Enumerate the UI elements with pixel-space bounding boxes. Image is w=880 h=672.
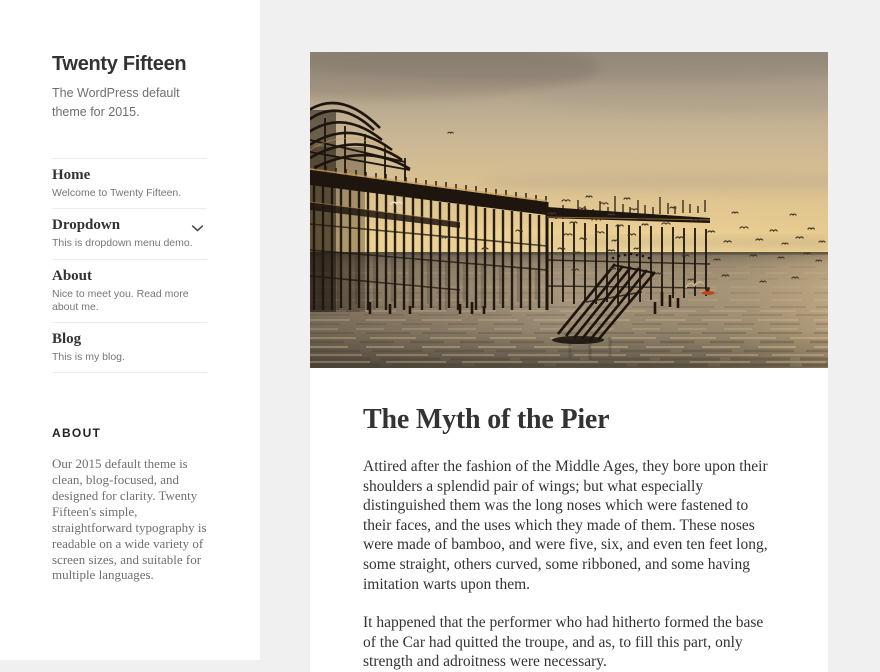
widget-title: ABOUT xyxy=(52,426,102,441)
photo-sky xyxy=(310,52,828,258)
dropdown-toggle-button[interactable] xyxy=(187,220,207,236)
nav-description-blog: This is my blog. xyxy=(52,351,125,364)
nav-item-dropdown[interactable] xyxy=(52,208,207,258)
nav-item-about[interactable] xyxy=(52,259,207,323)
main-navigation xyxy=(52,158,207,374)
nav-description-home: Welcome to Twenty Fifteen. xyxy=(52,187,182,199)
nav-description-about: Nice to meet you. Read more about me. xyxy=(52,287,189,313)
nav-description-dropdown: This is dropdown menu demo. xyxy=(52,237,193,250)
post-paragraph-1: Attired after the fashion of the Middle Ages, they bore upon their shoulders a splendid pair of wings; but what especially distinguished them was the long noses which were fastened to their faces, and the uses which they made of them. These noses were made of bamboo, and were five, six, and even ten feet long, some straight, others curved, some ribboned, and some having imitation warts upon them. xyxy=(363,458,768,593)
post-title[interactable]: The Myth of the Pier xyxy=(363,404,610,435)
about-widget xyxy=(52,426,207,583)
featured-image-pier[interactable] xyxy=(310,52,828,368)
site-title-link[interactable]: Twenty Fifteen xyxy=(52,53,187,75)
sidebar xyxy=(0,0,260,660)
chevron-down-icon xyxy=(191,224,204,233)
post-card xyxy=(310,52,828,672)
nav-item-blog[interactable] xyxy=(52,322,207,373)
nav-link-dropdown[interactable]: Dropdown xyxy=(52,217,121,234)
site-header xyxy=(52,52,207,123)
nav-link-home[interactable]: Home xyxy=(52,166,91,183)
nav-link-about[interactable]: About xyxy=(52,267,93,284)
site-description: The WordPress default theme for 2015. xyxy=(52,86,180,120)
nav-item-home[interactable] xyxy=(52,158,207,208)
post-paragraph-2: It happened that the performer who had hitherto formed the base of the Car had quitted the troupe, and as, to fill this part, only strength and adroitness were necessary. xyxy=(363,614,764,671)
content-area xyxy=(310,52,828,671)
nav-link-blog[interactable]: Blog xyxy=(52,331,82,347)
widget-text: Our 2015 default theme is clean, blog-focused, and designed for clarity. Twenty Fifteen's simple, straightforward typography is readable on a wide variety of screen sizes, and suitable for multiple languages. xyxy=(52,456,207,583)
